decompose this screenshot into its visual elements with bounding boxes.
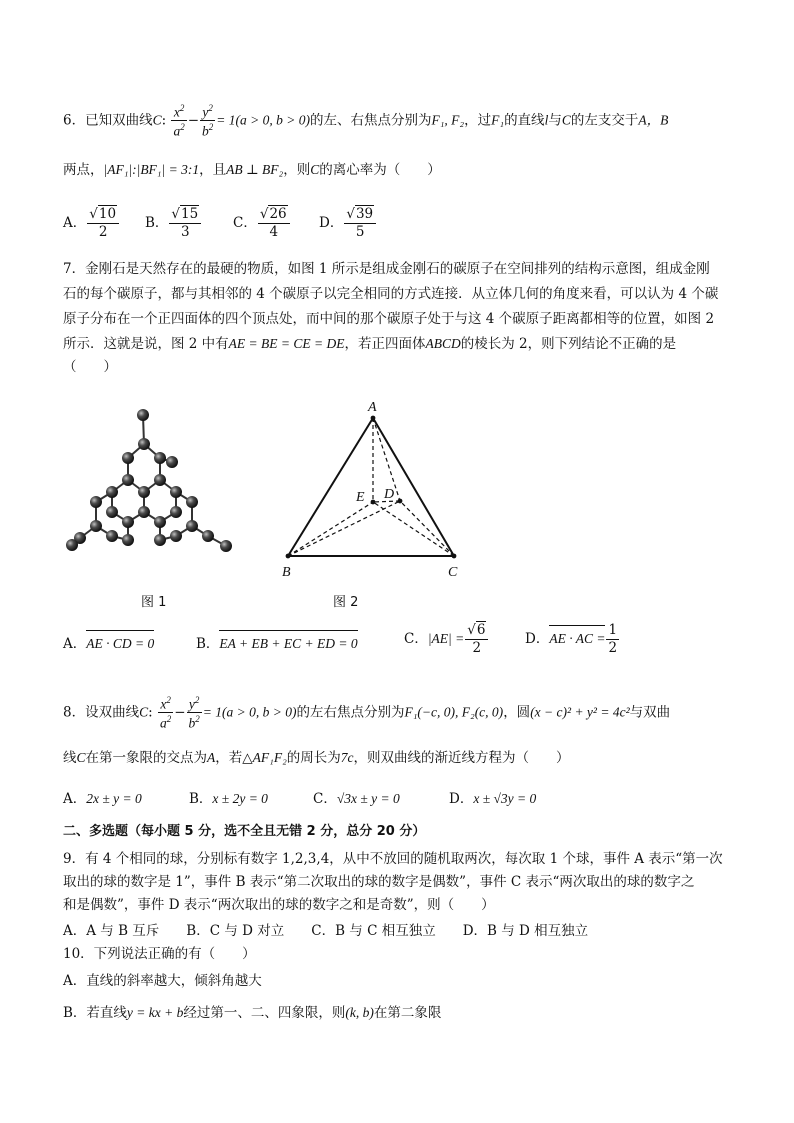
q8-option-b: B．x ± 2y = 0 <box>189 791 268 807</box>
label-b: B <box>282 565 291 580</box>
q7-line5: （ ） <box>63 359 117 375</box>
q8-option-d: D．x ± √3y = 0 <box>449 791 537 807</box>
q6-option-c: C． $\frac{√26}{4}$ <box>233 208 291 239</box>
segment-ce <box>373 502 454 556</box>
figure-1-diamond-structure <box>60 400 240 560</box>
q7-option-c: C．|AE| = $\frac{√6}{2}$ <box>404 624 489 655</box>
q8-option-c: C．√3x ± y = 0 <box>313 791 400 807</box>
figure-2-caption: 图 2 <box>333 595 359 610</box>
q10-title: 10．下列说法正确的有（ ） <box>63 946 256 962</box>
q10-option-b: B．若直线y = kx + b经过第一、二、四象限，则(k, b)在第二象限 <box>63 1005 442 1021</box>
q10-option-a: A．直线的斜率越大，倾斜角越大 <box>63 973 262 989</box>
q7-line3: 原子分布在一个正四面体的四个顶点处，而中间的那个碳原子处于与这 4 个碳原子距离都相等的位置，如图 2 <box>63 311 715 327</box>
edge-ab <box>288 418 373 556</box>
q8-line1: 8．设双曲线C: $\frac{x^2}{a^2}$ − $\frac{y^2}{b^2}$ = 1(a > 0, b > 0)的左右焦点分别为F₁(−c, 0), F₂(c, 0)，圆(x − c)² + y² = 4c²与双曲 <box>63 695 671 731</box>
q7-option-d: D．AE · AC = $\frac{1}{2}$ <box>525 622 618 656</box>
figure-2-tetrahedron <box>270 398 470 583</box>
q7-option-a: A．AE · CD = 0 <box>63 636 155 652</box>
label-a: A <box>368 400 377 415</box>
q9-line2: 取出的球的数字是 1”，事件 B 表示“第二次取出的球的数字是偶数”，事件 C 表示“两次取出的球的数字之 <box>63 874 695 890</box>
q9-line3: 和是偶数”，事件 D 表示“两次取出的球的数字之和是奇数”，则（ ） <box>63 897 495 913</box>
q7-line4: 所示．这就是说，图 2 中有AE = BE = CE = DE，若正四面体ABCD的棱长为 2，则下列结论不正确的是 <box>63 336 677 352</box>
q6-line2: 两点，|AF₁|:|BF₁| = 3:1，且AB ⊥ BF₂，则C的离心率为（ ） <box>63 162 441 178</box>
label-d: D <box>384 487 395 502</box>
label-c: C <box>448 565 458 580</box>
q6-option-b: B． $\frac{√15}{3}$ <box>145 208 202 239</box>
figure-1-caption: 图 1 <box>141 595 167 610</box>
q7-line1: 7．金刚石是天然存在的最硬的物质，如图 1 所示是组成金刚石的碳原子在空间排列的结构示意图，组成金刚 <box>63 261 710 277</box>
q7-option-b: B．EA + EB + EC + ED = 0 <box>196 636 358 652</box>
q6-option-d: D． $\frac{√39}{5}$ <box>319 208 377 239</box>
q6-option-a: A． $\frac{√10}{2}$ <box>63 208 120 239</box>
q8-option-a: A．2x ± y = 0 <box>63 791 142 807</box>
section-2-heading: 二、多选题（每小题 5 分，选不全且无错 2 分，总分 20 分） <box>63 824 426 839</box>
q7-line2: 石的每个碳原子，都与其相邻的 4 个碳原子以完全相同的方式连接．从立体几何的角度来看，可以认为 4 个碳 <box>63 286 719 302</box>
q6-line1: 6．已知双曲线C: $\frac{x^2}{a^2}$ − $\frac{y^2}{b^2}$ = 1(a > 0, b > 0)的左、右焦点分别为F₁, F₂，过F₁的直线l与C的左支交于A，B <box>63 103 669 139</box>
q9-line1: 9．有 4 个相同的球，分别标有数字 1,2,3,4，从中不放回的随机取两次，每次取 1 个球，事件 A 表示“第一次 <box>63 851 723 867</box>
label-e: E <box>356 490 365 505</box>
segment-be <box>288 502 373 556</box>
q8-line2: 线C在第一象限的交点为A，若△AF₁F₂的周长为7c，则双曲线的渐近线方程为（ ） <box>63 750 570 766</box>
q9-options: A．A 与 B 互斥 B．C 与 D 对立 C．B 与 C 相互独立 D．B 与 D 相互独立 <box>63 923 589 939</box>
q6-frac-y: $\frac{y^2}{b^2}$ <box>202 103 214 139</box>
q6-frac-x: $\frac{x^2}{a^2}$ <box>173 103 185 139</box>
